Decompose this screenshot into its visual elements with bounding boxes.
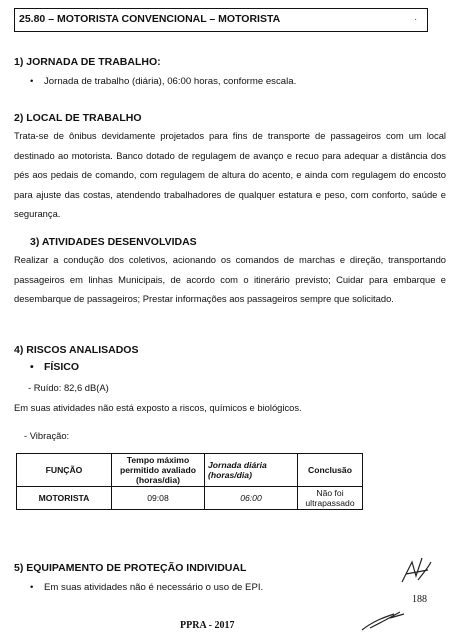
cell-funcao: MOTORISTA [17, 487, 112, 510]
heading-epi: 5) EQUIPAMENTO DE PROTEÇÃO INDIVIDUAL [14, 562, 247, 574]
table-header-row [17, 454, 363, 487]
bullet-icon: • [30, 582, 34, 593]
list-item-jornada [30, 76, 296, 87]
cell-jornada: 06:00 [205, 487, 298, 510]
paragraph-atividades: Realizar a condução dos coletivos, acionando os comandos de marchas e direção, transportando passageiros em linhas Municipais, de acordo com o itinerário previsto; Cuidar para embarque e desembarque de passageiros; Prestar informações aos passageiros sempre que solicitado. [14, 254, 446, 305]
heading-local: 2) LOCAL DE TRABALHO [14, 112, 142, 124]
list-item-epi [30, 582, 263, 593]
table-row [17, 487, 363, 510]
cell-conclusao: Não foi ultrapassado [298, 487, 363, 510]
ruido-line: - Ruído: 82,6 dB(A) [28, 382, 109, 393]
fisico-label: FÍSICO [44, 361, 80, 373]
vibration-table [16, 453, 363, 510]
heading-jornada: 1) JORNADA DE TRABALHO: [14, 56, 161, 68]
signature-mark [398, 552, 434, 588]
header-funcao: FUNÇÃO [17, 454, 112, 487]
epi-text: Em suas atividades não é necessário o uso de EPI. [44, 582, 264, 593]
heading-atividades: 3) ATIVIDADES DESENVOLVIDAS [30, 236, 197, 248]
riscos-note: Em suas atividades não está exposto a riscos, químicos e biológicos. [14, 402, 302, 413]
jornada-text: Jornada de trabalho (diária), 06:00 horas, conforme escala. [44, 76, 297, 87]
list-item-fisico [30, 361, 79, 373]
bullet-icon: • [30, 361, 34, 373]
document-title [14, 8, 428, 32]
bullet-icon: • [30, 76, 34, 87]
header-tempo: Tempo máximo permitido avaliado (horas/dia) [112, 454, 205, 487]
vibracao-line: - Vibração: [24, 430, 70, 441]
header-conclusao: Conclusão [298, 454, 363, 487]
scan-mark: . [414, 12, 417, 23]
cell-tempo: 09:08 [112, 487, 205, 510]
document-title-text: 25.80 – MOTORISTA CONVENCIONAL – MOTORISTA [19, 13, 281, 25]
heading-riscos: 4) RISCOS ANALISADOS [14, 344, 139, 356]
signature-scribble [360, 608, 408, 634]
header-jornada: Jornada diária (horas/dia) [205, 454, 298, 487]
paragraph-local: Trata-se de ônibus devidamente projetados para fins de transporte de passageiros com um local destinado ao motorista. Banco dotado de regulagem de avanço e recuo para adequar a distância dos pés aos pedais de comando, com regulagem de altura do acento, e ainda com regulagem do encosto para ajuste das costas, atendendo trabalhadores de qualquer estatura e peso, com conforto, saúde e segurança. [14, 130, 446, 220]
page-number: 188 [412, 594, 427, 605]
footer-text: PPRA - 2017 [180, 620, 235, 631]
